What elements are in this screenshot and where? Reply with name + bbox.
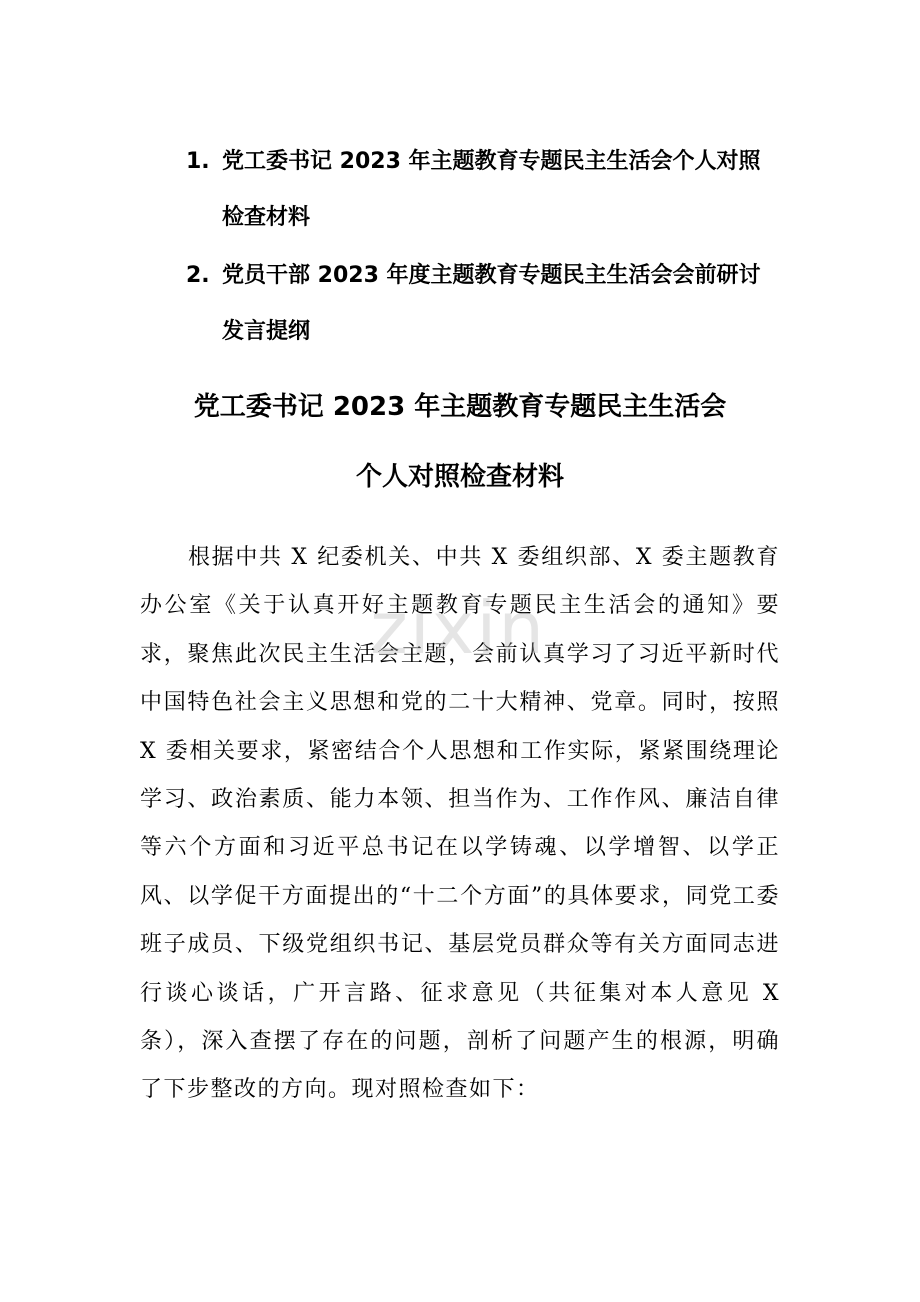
toc-item-text: 党工委书记 2023 年主题教育专题民主生活会个人对照检查材料: [222, 149, 761, 230]
document-title: [140, 372, 780, 512]
table-of-contents: [186, 134, 786, 362]
toc-item-2: [186, 248, 786, 360]
toc-item-1: [186, 134, 786, 246]
body-paragraph: 根据中共 X 纪委机关、中共 X 委组织部、X 委主题教育办公室《关于认真开好主题教育专题民主生活会的通知》要求，聚焦此次民主生活会主题，会前认真学习了习近平新时代中国特色社会主义思想和党的二十大精神、党章。同时，按照 X 委相关要求，紧密结合个人思想和工作实际，紧紧围绕理论学习、政治素质、能力本领、担当作为、工作作风、廉洁自律等六个方面和习近平总书记在以学铸魂、以学增智、以学正风、以学促干方面提出的“十二个方面”的具体要求，同党工委班子成员、下级党组织书记、基层党员群众等有关方面同志进行谈心谈话，广开言路、征求意见（共征集对本人意见 X 条），深入查摆了存在的问题，剖析了问题产生的根源，明确了下步整改的方向。现对照检查如下：: [140, 545, 780, 1103]
document-title-line-1: 党工委书记 2023 年主题教育专题民主生活会: [193, 392, 727, 422]
toc-item-number: 1.: [186, 149, 210, 174]
document-title-line-2: 个人对照检查材料: [355, 462, 564, 492]
toc-item-text: 党员干部 2023 年度主题教育专题民主生活会会前研讨发言提纲: [222, 263, 761, 344]
watermark-text: zixin: [370, 586, 547, 670]
toc-item-number: 2.: [186, 263, 210, 288]
